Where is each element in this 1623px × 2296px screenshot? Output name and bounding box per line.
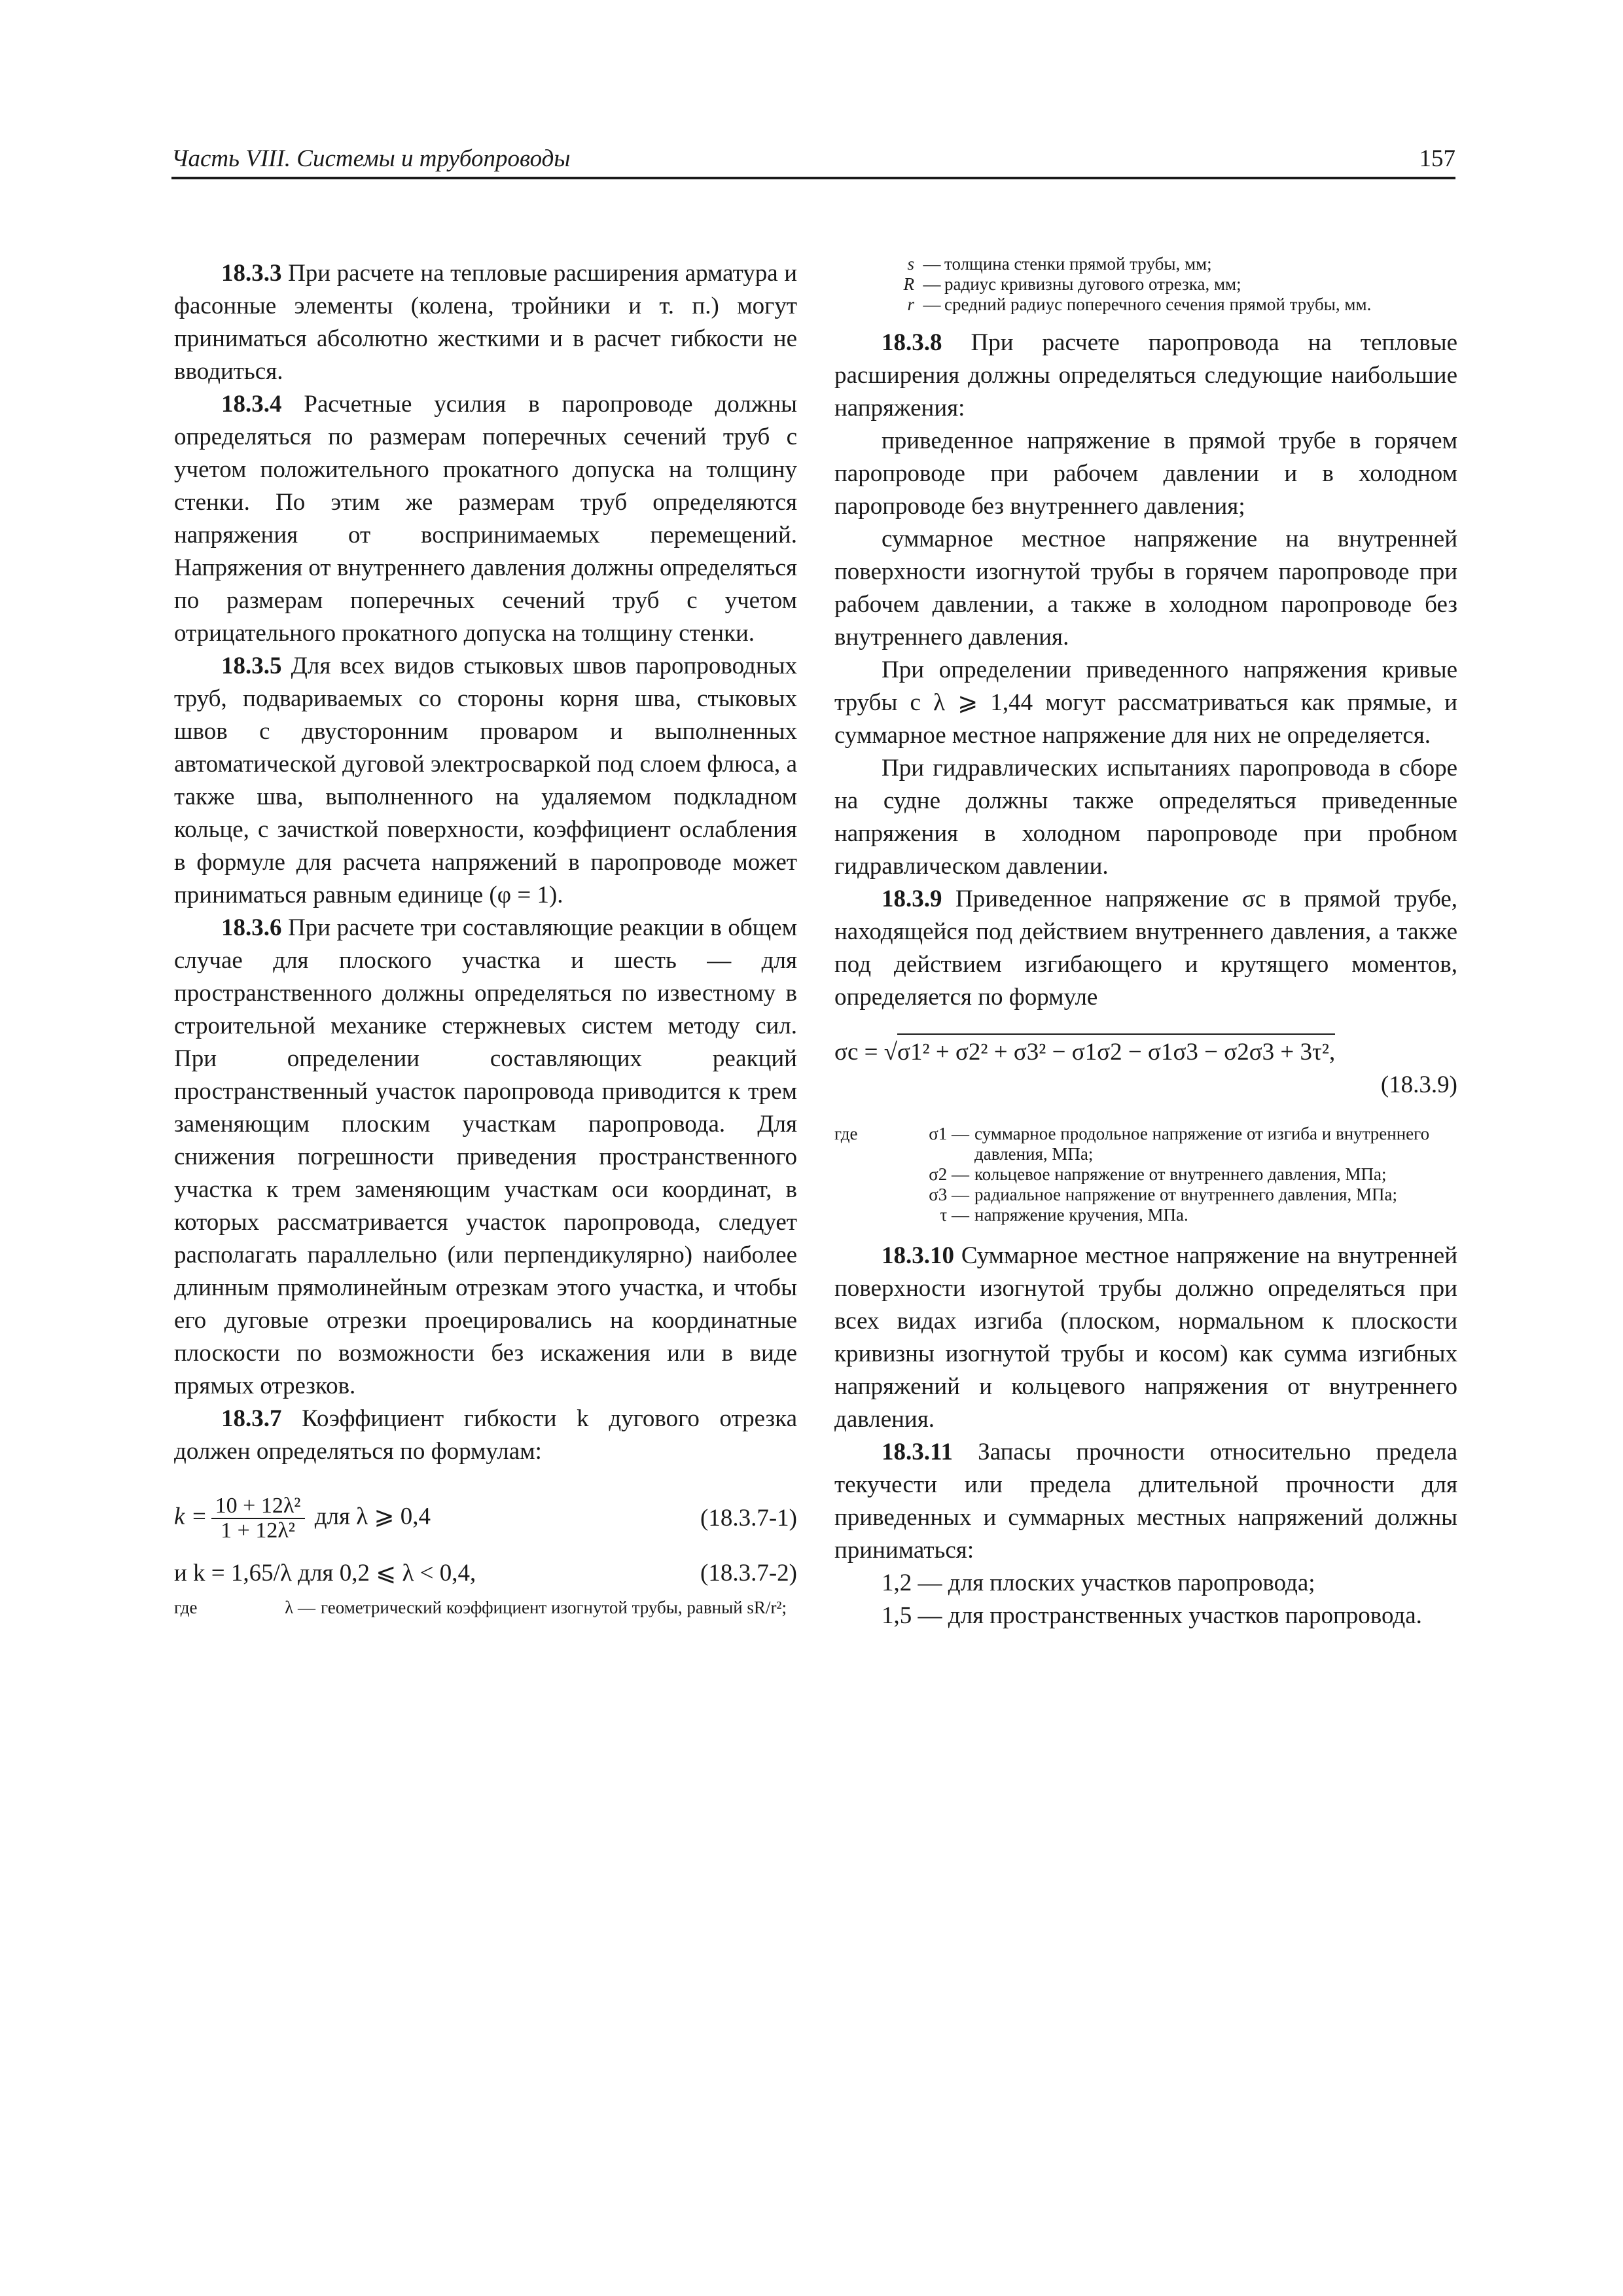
formula-body bbox=[834, 1033, 1457, 1069]
equation-number: (18.3.9) bbox=[1380, 1071, 1457, 1098]
paragraph-text: 1,2 — для плоских участков паропровода; bbox=[882, 1570, 1315, 1596]
variable-symbol: r bbox=[907, 295, 914, 314]
header-rule bbox=[171, 177, 1455, 179]
denominator: 1 + 12λ² bbox=[221, 1518, 295, 1543]
variable-text: радиус кривизны дугового отрезка, мм; bbox=[944, 274, 1241, 294]
clause-number: 18.3.10 bbox=[882, 1242, 954, 1269]
where-symbol: σ3 — bbox=[929, 1185, 969, 1204]
variable-symbol: s bbox=[907, 254, 914, 274]
paragraph-18-3-6 bbox=[174, 912, 797, 1403]
paragraph-text: При определении приведенного напряжения кривые трубы с λ ⩾ 1,44 могут рассматриваться как прямые, и суммарное местное напряжение для них не определяется. bbox=[834, 656, 1457, 749]
formula-18-3-9 bbox=[834, 1033, 1457, 1102]
clause-number: 18.3.4 bbox=[221, 391, 282, 418]
paragraph-text: Запасы прочности относительно предела текучести или предела длительной прочности для приведенных и суммарных местных напряжений должны приниматься: bbox=[834, 1439, 1457, 1564]
page-header bbox=[171, 141, 1455, 177]
where-text: напряжение кручения, МПа. bbox=[974, 1205, 1188, 1225]
where-symbol: σ2 — bbox=[929, 1164, 969, 1184]
paragraph-text: Коэффициент гибкости k дугового отрезка должен определяться по формулам: bbox=[174, 1405, 798, 1465]
paragraph-text: 1,5 — для пространственных участков паропровода. bbox=[882, 1602, 1422, 1629]
page-number: 157 bbox=[1419, 145, 1455, 172]
clause-number: 18.3.6 bbox=[221, 914, 282, 941]
formula-body bbox=[174, 1494, 431, 1543]
where-label: где bbox=[174, 1598, 198, 1617]
formula-radicand: σ1² + σ2² + σ3² − σ1σ2 − σ1σ3 − σ2σ3 + 3τ², bbox=[897, 1033, 1335, 1069]
where-row bbox=[834, 1164, 1457, 1185]
left-column bbox=[174, 257, 797, 1618]
paragraph-18-3-9 bbox=[834, 883, 1457, 1014]
formula-lhs: σc = √ bbox=[834, 1039, 898, 1066]
variable-row: R — радиус кривизны дугового отрезка, мм; bbox=[834, 274, 1457, 295]
paragraph-text: Расчетные усилия в паропроводе должны определяться по размерам поперечных сечений труб с учетом положительного прокатного допуска на толщину стенки. По этим же размерам труб определяются напряжения от воспринимаемых перемещений. Напряжения от внутреннего давления должны определяться по размерам поперечных сечений труб с учетом отрицательного прокатного допуска на толщину стенки. bbox=[174, 391, 797, 647]
clause-number: 18.3.7 bbox=[221, 1405, 282, 1432]
where-symbol: σ1 — bbox=[929, 1124, 969, 1143]
variable-row: r — средний радиус поперечного сечения прямой трубы, мм. bbox=[834, 295, 1457, 315]
where-label: где bbox=[834, 1124, 858, 1143]
where-block bbox=[834, 1124, 1457, 1225]
paragraph-18-3-8 bbox=[834, 327, 1457, 425]
formula-18-3-7-1 bbox=[174, 1494, 797, 1543]
where-text: радиальное напряжение от внутреннего давления, МПа; bbox=[974, 1185, 1397, 1204]
clause-number: 18.3.3 bbox=[221, 260, 282, 287]
paragraph-text: При расчете три составляющие реакции в общем случае для плоского участка и шесть — для пространственного должны определяться по известному в строительной механике стержневых систем методу сил. При определении составляющих реакций пространственный участок паропровода приводится к трем заменяющим плоским участкам паропровода. Для снижения погрешности приведения пространственного участка к трем заменяющим участкам оси координат, в которых рассматривается участок паропровода, следует располагать параллельно (или перпендикулярно) наиболее длинным прямолинейным отрезкам этого участка, и чтобы его дуговые отрезки проецировались на координатные плоскости по возможности без искажения или в виде прямых отрезков. bbox=[174, 914, 797, 1399]
where-row bbox=[834, 1185, 1457, 1205]
paragraph-18-3-11 bbox=[834, 1436, 1457, 1567]
paragraph-18-3-7 bbox=[174, 1403, 797, 1468]
right-column bbox=[834, 254, 1457, 1632]
where-row bbox=[834, 1124, 1457, 1164]
clause-number: 18.3.11 bbox=[882, 1439, 953, 1465]
fraction bbox=[211, 1494, 305, 1543]
variable-text: толщина стенки прямой трубы, мм; bbox=[944, 254, 1212, 274]
paragraph-text: Приведенное напряжение σc в прямой трубе, находящейся под действием внутреннего давления, а также под действием изгибающего и крутящего моментов, определяется по формуле bbox=[834, 886, 1457, 1011]
where-text: суммарное продольное напряжение от изгиба и внутреннего давления, МПа; bbox=[974, 1124, 1430, 1164]
equation-number: (18.3.7-2) bbox=[700, 1560, 797, 1587]
paragraph-18-3-4 bbox=[174, 388, 797, 650]
paragraph-text: Суммарное местное напряжение на внутренней поверхности изогнутой трубы должно определяться при всех видах изгиба (плоском, нормальном к плоскости кривизны изогнутой трубы и косом) как сумма изгибных напряжений и кольцевого напряжения от внутреннего давления. bbox=[834, 1242, 1458, 1433]
paragraph-text: При гидравлических испытаниях паропровода в сборе на судне должны также определяться приведенные напряжения в холодном паропроводе при пробном гидравлическом давлении. bbox=[834, 755, 1457, 880]
running-title: Часть VIII. Системы и трубопроводы bbox=[171, 145, 571, 172]
paragraph-text: При расчете паропровода на тепловые расширения должны определяться следующие наибольшие напряжения: bbox=[834, 329, 1457, 422]
formula-body: и k = 1,65/λ для 0,2 ⩽ λ < 0,4, bbox=[174, 1560, 476, 1587]
equation-number: (18.3.7-1) bbox=[700, 1505, 797, 1532]
where-block bbox=[174, 1598, 797, 1618]
numerator: 10 + 12λ² bbox=[211, 1494, 305, 1519]
variable-row: s — толщина стенки прямой трубы, мм; bbox=[834, 254, 1457, 274]
where-symbol: τ — bbox=[940, 1205, 969, 1225]
clause-number: 18.3.8 bbox=[882, 329, 942, 356]
where-text: геометрический коэффициент изогнутой трубы, равный sR/r²; bbox=[321, 1598, 787, 1617]
formula-18-3-7-2 bbox=[174, 1557, 797, 1590]
formula-condition: для λ ⩾ 0,4 bbox=[314, 1503, 431, 1530]
variable-list bbox=[834, 254, 1457, 315]
where-row bbox=[834, 1205, 1457, 1225]
formula-lhs: k = bbox=[174, 1503, 207, 1530]
variable-text: средний радиус поперечного сечения прямой трубы, мм. bbox=[944, 295, 1372, 314]
paragraph-text: суммарное местное напряжение на внутренней поверхности изогнутой трубы в горячем паропроводе при рабочем давлении, а также в холодном паропроводе без внутреннего давления. bbox=[834, 526, 1457, 651]
paragraph-text: приведенное напряжение в прямой трубе в горячем паропроводе при рабочем давлении и в холодном паропроводе без внутреннего давления; bbox=[834, 427, 1457, 520]
clause-number: 18.3.5 bbox=[221, 653, 282, 679]
paragraph-text: Для всех видов стыковых швов паропроводных труб, подвариваемых со стороны корня шва, стыковых швов с двусторонним проваром и выполненных автоматической дуговой электросваркой под слоем флюса, а также шва, выполненного на удаляемом подкладном кольце, с зачисткой поверхности, коэффициент ослабления в формуле для расчета напряжений в паропроводе может приниматься равным единице (φ = 1). bbox=[174, 653, 797, 908]
paragraph-18-3-5 bbox=[174, 650, 797, 912]
variable-symbol: R bbox=[903, 274, 914, 294]
paragraph-18-3-3 bbox=[174, 257, 797, 388]
paragraph-text: При расчете на тепловые расширения арматура и фасонные элементы (колена, тройники и т. п.) могут приниматься абсолютно жесткими и в расчет гибкости не вводиться. bbox=[174, 260, 798, 385]
paragraph-18-3-10 bbox=[834, 1240, 1457, 1436]
where-text: кольцевое напряжение от внутреннего давления, МПа; bbox=[974, 1164, 1387, 1184]
where-symbol: λ — bbox=[285, 1598, 315, 1617]
clause-number: 18.3.9 bbox=[882, 886, 942, 912]
